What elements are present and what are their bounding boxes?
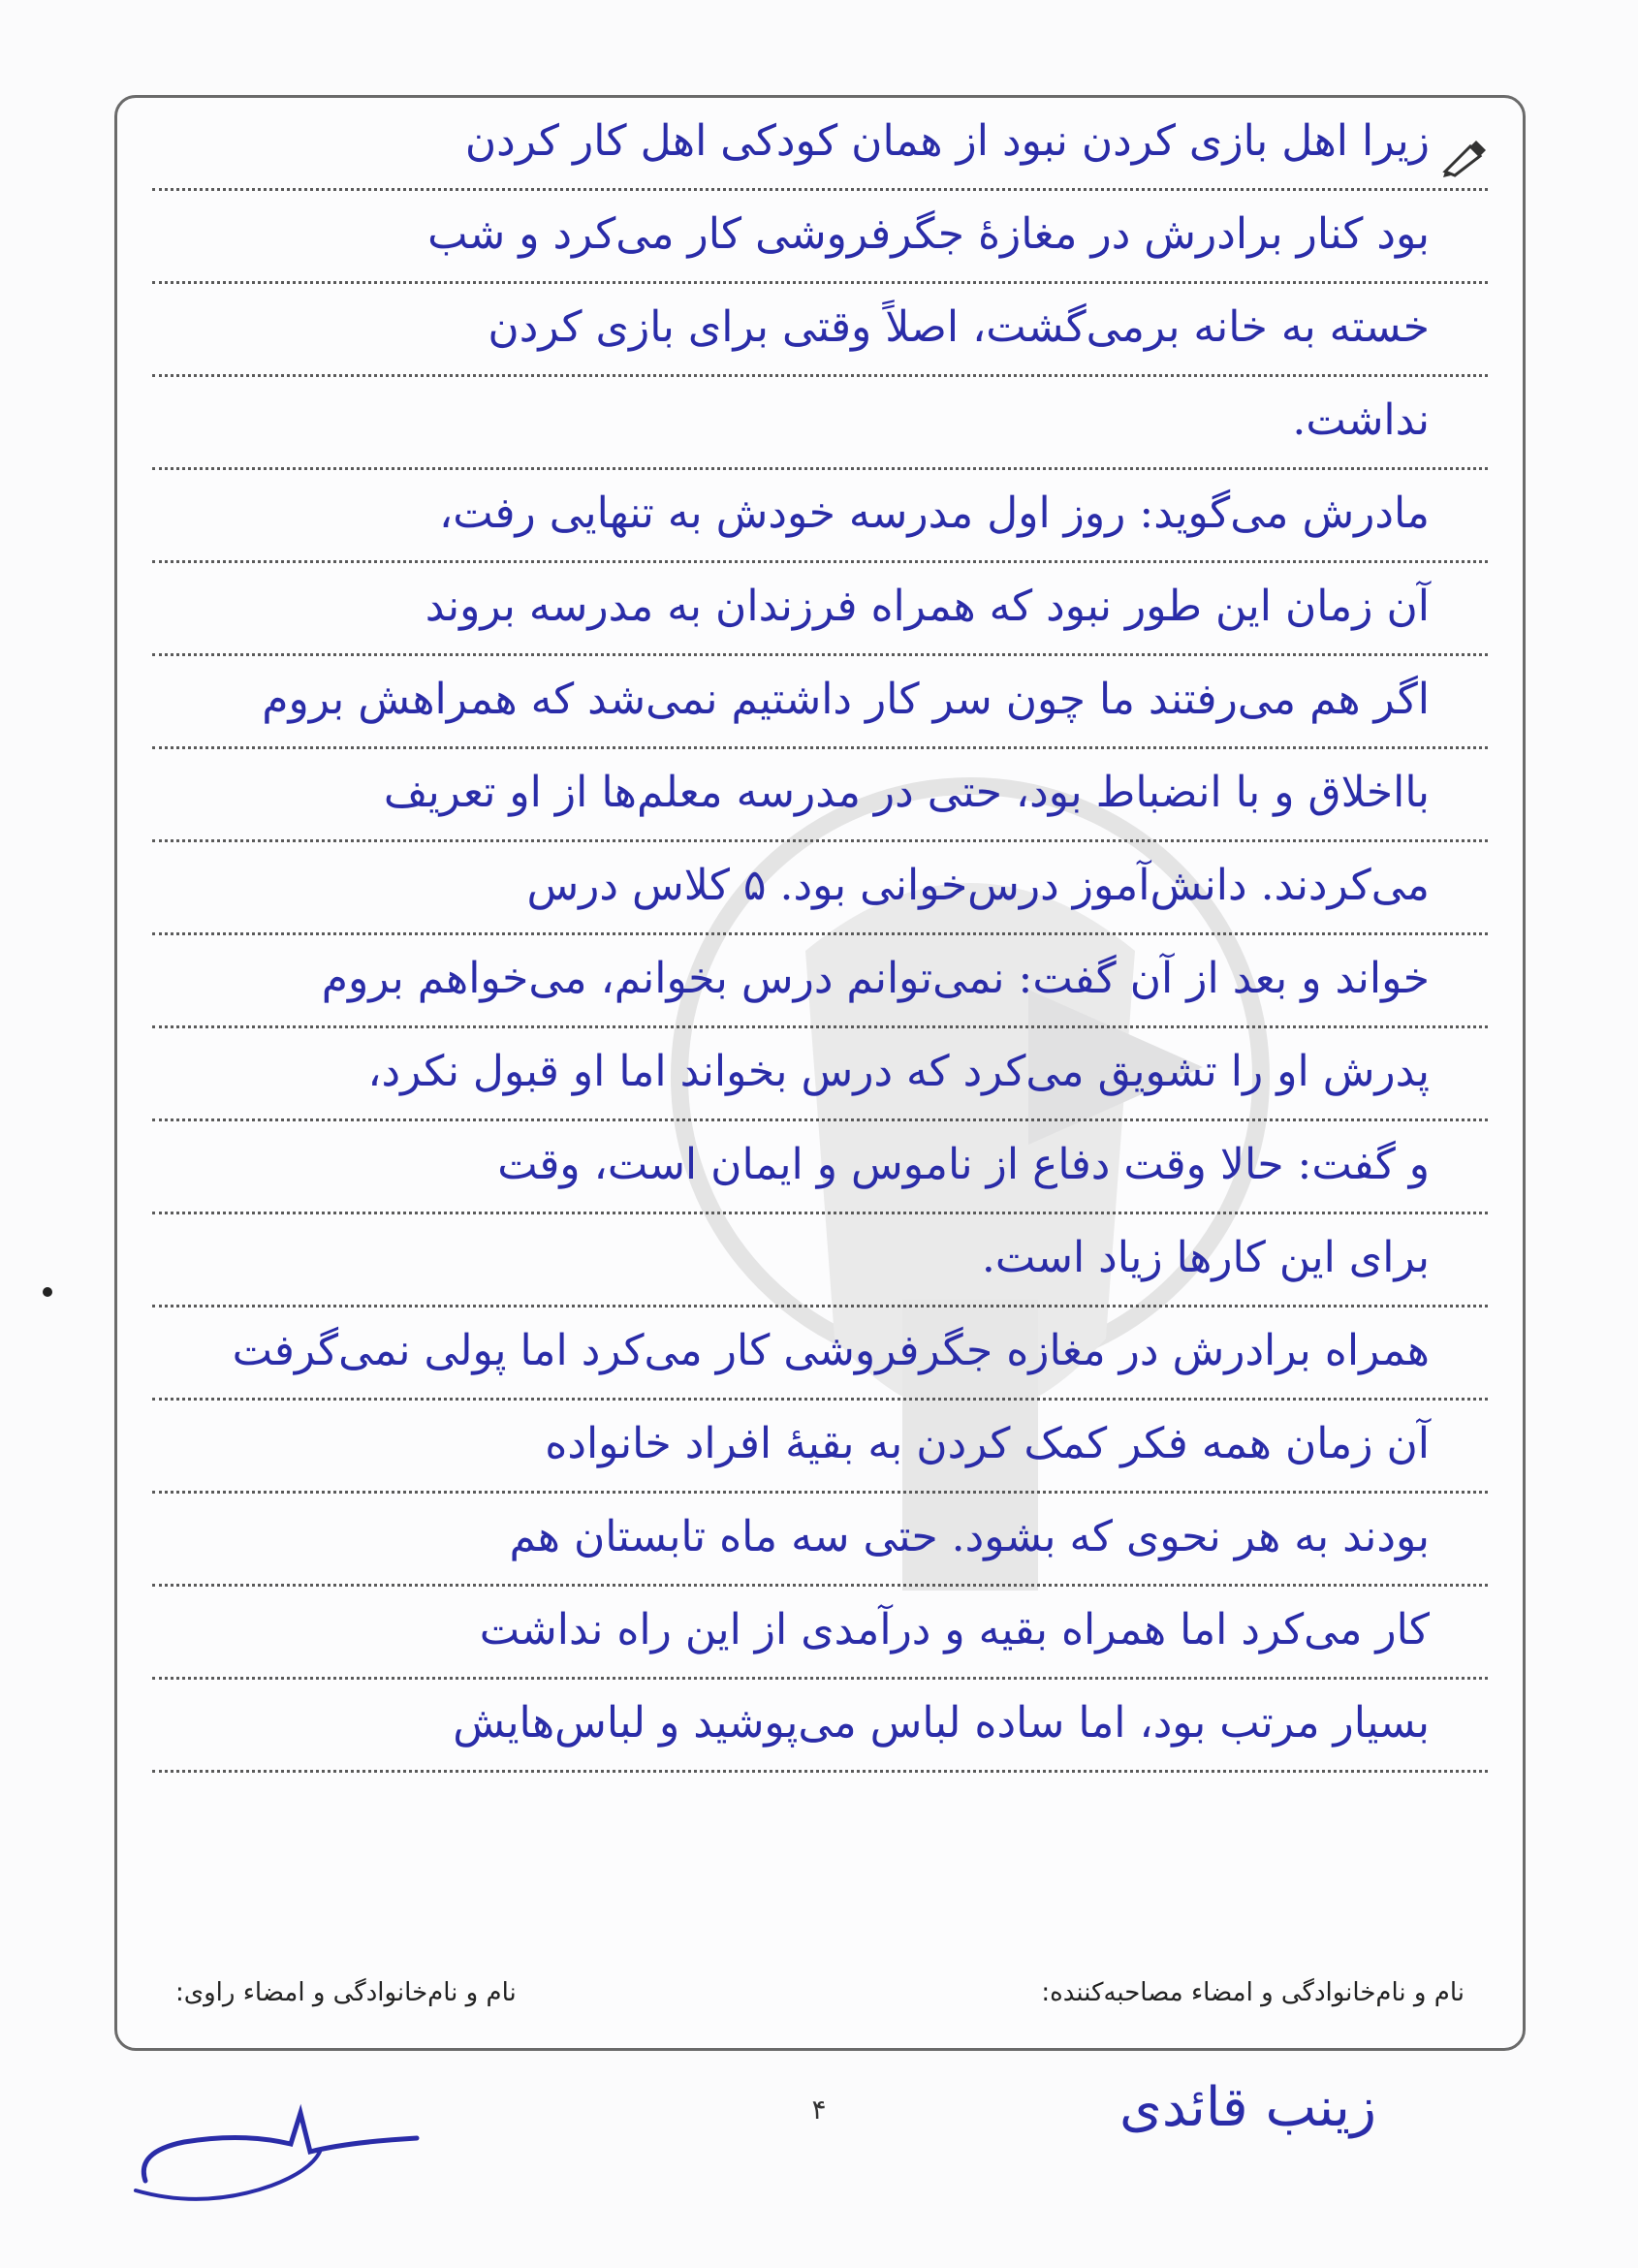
ink-dot [43,1287,52,1297]
interviewer-signature-label: نام و نام‌خانوادگی و امضاء مصاحبه‌کننده: [1041,1978,1465,2007]
text-line: و گفت: حالا وقت دفاع از ناموس و ایمان است، وقت [152,1121,1488,1214]
text-line: پدرش او را تشویق می‌کرد که درس بخواند اما او قبول نکرد، [152,1028,1488,1121]
text-line: آن زمان این طور نبود که همراه فرزندان به مدرسه بروند [152,563,1488,656]
narrator-signature-label: نام و نام‌خانوادگی و امضاء راوی: [175,1978,517,2007]
text-line: اگر هم می‌رفتند ما چون سر کار داشتیم نمی‌شد که همراهش بروم [152,656,1488,749]
signature-footer [152,1978,1488,2027]
interviewer-signature: زینب قائدی [1119,2076,1376,2139]
page-number: ۴ [811,2094,827,2126]
text-line: برای این کارها زیاد است. [152,1214,1488,1307]
text-line: بود کنار برادرش در مغازهٔ جگرفروشی کار می‌کرد و شب [152,191,1488,284]
text-line: بااخلاق و با انضباط بود، حتی در مدرسه معلم‌ها از او تعریف [152,749,1488,842]
handwritten-text-area [152,98,1488,2048]
text-line: آن زمان همه فکر کمک کردن به بقیهٔ افراد خانواده [152,1401,1488,1494]
text-line: می‌کردند. دانش‌آموز درس‌خوانی بود. ۵ کلاس درس [152,842,1488,935]
text-line: همراه برادرش در مغازه جگرفروشی کار می‌کرد اما پولی نمی‌گرفت [152,1307,1488,1401]
text-line: مادرش می‌گوید: روز اول مدرسه خودش به تنهایی رفت، [152,470,1488,563]
text-line: نداشت. [152,377,1488,470]
narrator-signature [126,2084,446,2210]
text-line: خواند و بعد از آن گفت: نمی‌توانم درس بخوانم، می‌خواهم بروم [152,935,1488,1028]
text-line: خسته به خانه برمی‌گشت، اصلاً وقتی برای بازی کردن [152,284,1488,377]
text-line: بسیار مرتب بود، اما ساده لباس می‌پوشید و لباس‌هایش [152,1680,1488,1773]
text-line: زیرا اهل بازی کردن نبود از همان کودکی اهل کار کردن [152,98,1488,191]
text-line: بودند به هر نحوی که بشود. حتی سه ماه تابستان هم [152,1494,1488,1587]
text-line: کار می‌کرد اما همراه بقیه و درآمدی از این راه نداشت [152,1587,1488,1680]
page-frame [114,95,1526,2051]
